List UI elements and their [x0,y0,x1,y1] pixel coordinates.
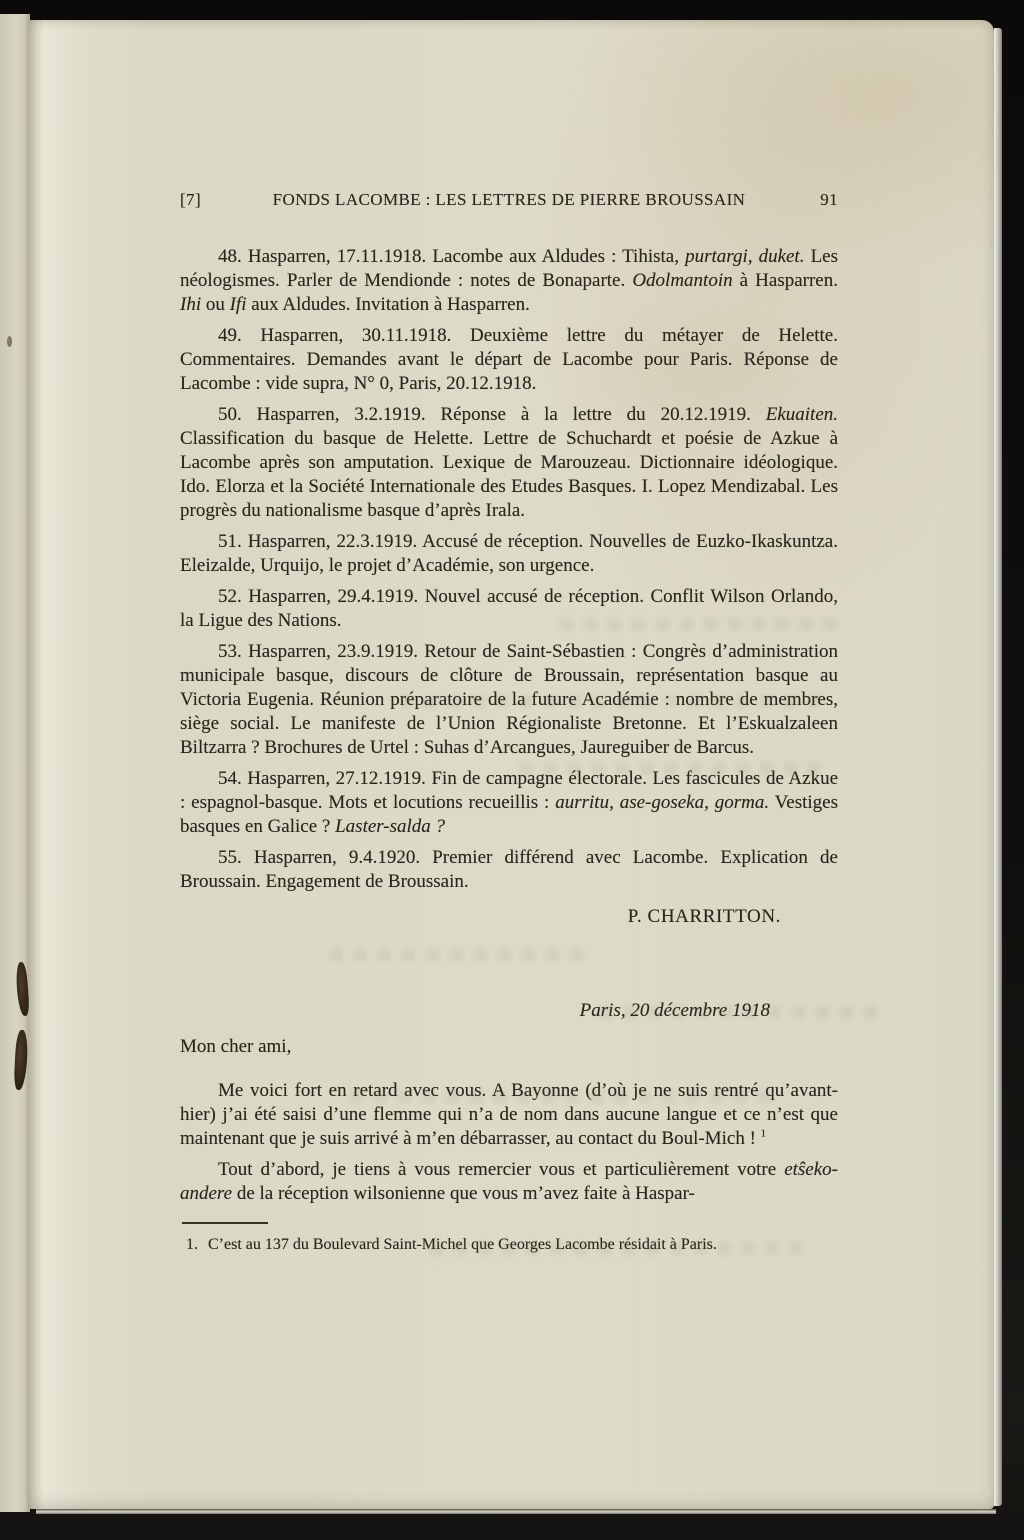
catalog-entry: 54. Hasparren, 27.12.1919. Fin de campagne électorale. Les fascicules de Azkue : espagnol-basque. Mots et locutions recueillis : aurritu, ase-goseka, gorma. Vestiges basques en Galice ? Laster-salda ? [180,768,838,837]
letter-paragraph: Tout d’abord, je tiens à vous remercier vous et particulièrement votre etŝeko-andere de la réception wilsonienne que vous m’avez faite à Haspar- [180,1159,838,1204]
catalog-entry: 49. Hasparren, 30.11.1918. Deuxième lettre du métayer de Helette. Commentaires. Demandes avant le départ de Lacombe pour Paris. Réponse de Lacombe : vide supra, N° 0, Paris, 20.12.1918. [180,325,838,394]
catalog-entry: 48. Hasparren, 17.11.1918. Lacombe aux Aldudes : Tihista, purtargi, duket. Les néologismes. Parler de Mendionde : notes de Bonaparte. Odolmantoin à Hasparren. Ihi ou Ifi aux Aldudes. Invitation à Hasparren. [180,246,838,315]
footnote-rule [182,1222,268,1224]
page-edge-right [994,28,1002,1506]
binding-speck [7,336,12,347]
footnote [180,1233,838,1257]
page-edge-bottom [36,1509,996,1514]
catalog-entry: 53. Hasparren, 23.9.1919. Retour de Saint-Sébastien : Congrès d’administration municipale basque, discours de clôture de Broussain, représentation basque au Victoria Eugenia. Réunion préparatoire de la future Académie : nombre de membres, siège social. Le manifeste de l’Union Régionaliste Bretonne. Et l’Eskualzaleen Biltzarra ? Brochures de Urtel : Suhas d’Arcangues, Jaureguiber de Barcus. [180,641,838,758]
letter-paragraph: Me voici fort en retard avec vous. A Bayonne (d’où je ne suis rentré qu’avant-hier) j’ai été saisi d’une flemme qui n’a de nom dans aucune langue et ce n’est que maintenant que je suis arrivé à m’en débarrasser, au contact du Boul-Mich ! $^1$ [180,1080,838,1149]
running-title: FONDS LACOMBE : LES LETTRES DE PIERRE BROUSSAIN [272,190,746,209]
catalog-entry: 52. Hasparren, 29.4.1919. Nouvel accusé de réception. Conflit Wilson Orlando, la Ligue des Nations. [180,586,838,631]
folio-bracket: [7] [180,190,202,209]
footnote-marker: 1. [186,1236,198,1253]
letter-dateline: Paris, 20 décembre 1918 [579,1000,770,1021]
adjacent-page-edge [0,14,30,1512]
author-signature: P. CHARRITTON. [627,906,781,927]
catalog-entry: 51. Hasparren, 22.3.1919. Accusé de réception. Nouvelles de Euzko-Ikaskuntza. Eleizalde, Urquijo, le projet d’Académie, son urgence. [180,531,838,576]
footnote-text: C’est au 137 du Boulevard Saint-Michel que Georges Lacombe résidait à Paris. [208,1236,717,1253]
letter-paragraphs [180,1079,838,1206]
running-header [180,188,838,212]
page-number: 91 [820,190,838,209]
letter-salutation: Mon cher ami, [180,1036,292,1057]
catalog-entries [180,245,838,894]
printed-text-block [180,188,838,1257]
catalog-entry: 50. Hasparren, 3.2.1919. Réponse à la lettre du 20.12.1919. Ekuaiten. Classification du basque de Helette. Lettre de Schuchardt et poésie de Azkue à Lacombe après son amputation. Lexique de Marouzeau. Dictionnaire idéologique. Ido. Elorza et la Société Internationale des Etudes Basques. I. Lopez Mendizabal. Les progrès du nationalisme basque d’après Irala. [180,404,838,521]
page-paper [28,20,994,1509]
catalog-entry: 55. Hasparren, 9.4.1920. Premier différend avec Lacombe. Explication de Broussain. Engagement de Broussain. [180,847,838,892]
